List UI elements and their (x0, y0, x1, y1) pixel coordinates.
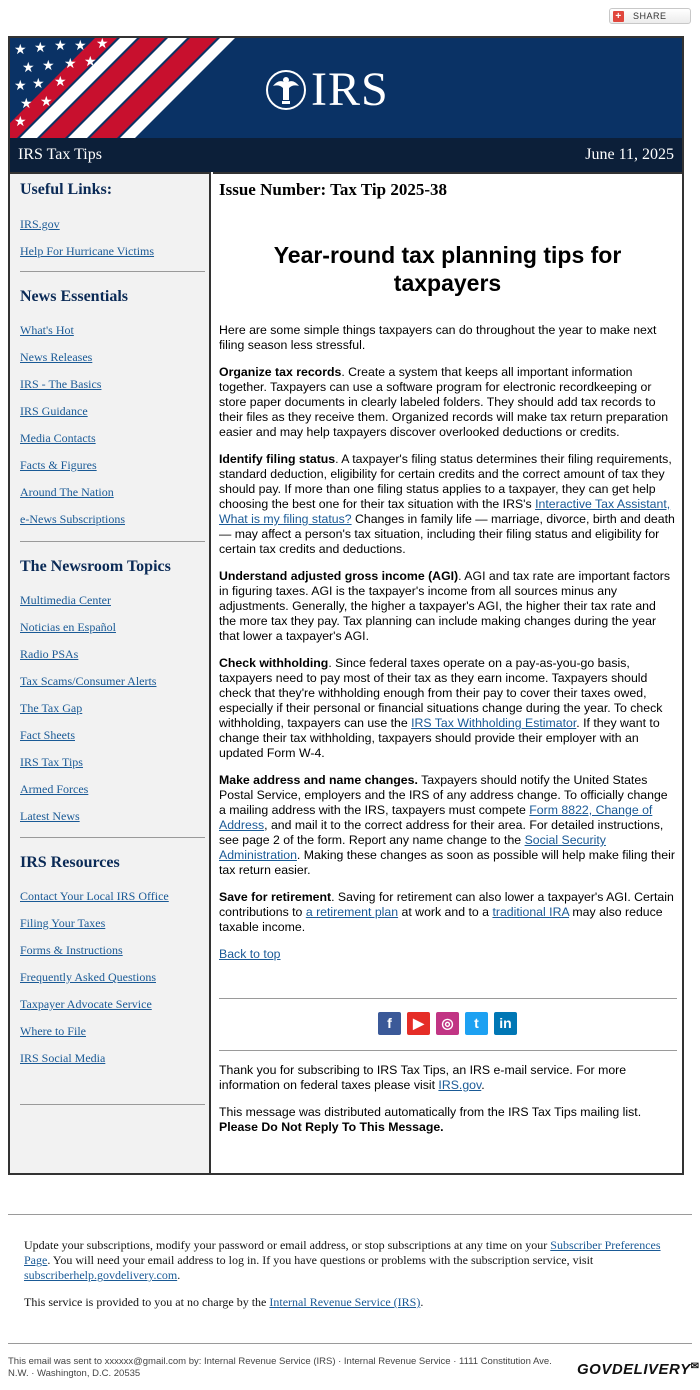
sidebar-link[interactable]: Taxpayer Advocate Service (20, 997, 152, 1011)
paragraph-title: Make address and name changes. (219, 773, 418, 787)
withholding-estimator-link[interactable]: IRS Tax Withholding Estimator (411, 716, 577, 730)
sidebar-link[interactable]: Multimedia Center (20, 593, 111, 607)
svg-text:★: ★ (74, 38, 87, 54)
sidebar-link[interactable]: The Tax Gap (20, 701, 83, 715)
main-content (213, 172, 682, 1173)
svg-text:★: ★ (84, 54, 97, 70)
share-label: SHARE (633, 11, 667, 21)
paragraph-title: Check withholding (219, 656, 329, 670)
sidebar-link[interactable]: Latest News (20, 809, 80, 823)
sidebar-link[interactable]: Forms & Instructions (20, 943, 123, 957)
useful-links-heading: Useful Links: (20, 181, 113, 198)
envelope-icon: ✉ (690, 1361, 700, 1372)
article-headline: Year-round tax planning tips for taxpayers (273, 242, 622, 296)
subscription-notice (219, 1063, 676, 1093)
notice-text: This message was distributed automatically from the IRS Tax Tips mailing list. (219, 1105, 642, 1119)
notice-text: . (481, 1078, 485, 1092)
sidebar-link[interactable]: News Releases (20, 350, 93, 364)
subscription-footer (24, 1238, 674, 1283)
paragraph-address-changes (219, 773, 676, 878)
newsletter-name: IRS Tax Tips (18, 146, 102, 163)
irs-resources-list (20, 889, 199, 1066)
svg-text:★: ★ (54, 38, 67, 54)
social-icons-row (219, 1012, 676, 1035)
sidebar-link[interactable]: IRS.gov (20, 217, 60, 231)
sidebar-link[interactable]: Tax Scams/Consumer Alerts (20, 674, 157, 688)
paragraph-text: Changes in family life — marriage, divorce, birth and death — may affect a person's tax situation, including their filing status and eligibility for certain tax credits and deductions. (219, 512, 675, 556)
sidebar-link[interactable]: Contact Your Local IRS Office (20, 889, 169, 903)
sidebar-link[interactable]: Help For Hurricane Victims (20, 244, 155, 258)
service-footer (24, 1295, 674, 1310)
sidebar-link[interactable]: IRS Guidance (20, 404, 88, 418)
sidebar-link[interactable]: Frequently Asked Questions (20, 970, 156, 984)
sidebar-link[interactable]: e-News Subscriptions (20, 512, 125, 526)
svg-text:★: ★ (34, 40, 47, 56)
paragraph-text: . Saving for retirement can also lower a taxpayer's AGI. Certain contributions to (219, 890, 674, 919)
paragraph-text: may also reduce taxable income. (219, 905, 663, 934)
facebook-icon[interactable]: f (378, 1012, 401, 1035)
back-to-top-link[interactable]: Back to top (219, 947, 281, 961)
svg-text:★: ★ (14, 78, 27, 94)
svg-text:★: ★ (14, 114, 27, 130)
govdelivery-logo-text: GOVDELIVERY (577, 1361, 691, 1378)
paragraph-withholding (219, 656, 676, 761)
svg-text:★: ★ (40, 94, 53, 110)
paragraph-text: Taxpayers should notify the United States Postal Service, employers and the IRS of any address change. To officially change a mailing address with the IRS, taxpayers must compete (219, 773, 668, 817)
sidebar (10, 172, 211, 1173)
svg-text:★: ★ (22, 60, 35, 76)
linkedin-icon[interactable]: in (494, 1012, 517, 1035)
sidebar-link[interactable]: Facts & Figures (20, 458, 97, 472)
useful-links-list (20, 217, 199, 259)
traditional-ira-link[interactable]: traditional IRA (492, 905, 569, 919)
svg-text:★: ★ (96, 38, 109, 52)
irs-link[interactable]: Internal Revenue Service (IRS) (269, 1295, 421, 1309)
paragraph-text: . Create a system that keeps all important information together. Taxpayers can use a software program for electronic recordkeeping or store paper documents in clearly labeled folders. They should add tax records to their files as they receive them. Organized records will make tax return preparation easier and may help taxpayers discover overlooked deductions or credits. (219, 365, 669, 439)
irs-logo (265, 63, 389, 116)
newsroom-topics-list (20, 593, 199, 824)
newsletter-frame (8, 36, 684, 1175)
irs-gov-link[interactable]: IRS.gov (438, 1078, 482, 1092)
divider (219, 1050, 677, 1051)
news-essentials-heading: News Essentials (20, 288, 129, 305)
youtube-icon[interactable]: ▶ (407, 1012, 430, 1035)
paragraph-title: Identify filing status (219, 452, 336, 466)
news-essentials-list (20, 323, 199, 527)
divider (20, 1104, 205, 1105)
subscriber-preferences-link[interactable]: Subscriber Preferences Page (24, 1238, 661, 1267)
paragraph-text: , and mail it to the correct address for their area. For detailed instructions, see page 2 of the form. Report any name change to the (219, 818, 664, 847)
ssa-link[interactable]: Social Security Administration (219, 833, 606, 862)
irs-resources-heading: IRS Resources (20, 854, 120, 871)
sidebar-link[interactable]: Radio PSAs (20, 647, 79, 661)
svg-text:★: ★ (42, 58, 55, 74)
issue-date: June 11, 2025 (585, 146, 674, 163)
sidebar-link[interactable]: Fact Sheets (20, 728, 75, 742)
intro-paragraph: Here are some simple things taxpayers can do throughout the year to make next filing season less stressful. (219, 323, 657, 352)
distribution-notice (219, 1105, 676, 1135)
sidebar-link[interactable]: IRS Tax Tips (20, 755, 83, 769)
svg-text:★: ★ (32, 76, 45, 92)
paragraph-title: Save for retirement (219, 890, 332, 904)
paragraph-agi (219, 569, 676, 644)
paragraph-filing-status (219, 452, 676, 557)
sidebar-link[interactable]: What's Hot (20, 323, 74, 337)
twitter-icon[interactable]: t (465, 1012, 488, 1035)
paragraph-text: . A taxpayer's filing status determines their filing requirements, standard deduction, eligibility for certain credits and the correct amount of tax they should pay. If more than one filing status applies to a taxpayer, they can get help choosing the best one for their tax situation with the IRS's (219, 452, 672, 511)
footer-text: . (420, 1295, 424, 1309)
newsroom-topics-heading: The Newsroom Topics (20, 558, 171, 575)
sidebar-link[interactable]: Where to File (20, 1024, 86, 1038)
sidebar-link[interactable]: Noticias en Español (20, 620, 116, 634)
filing-status-assistant-link[interactable]: Interactive Tax Assistant, What is my filing status? (219, 497, 671, 526)
footer-text: . (177, 1268, 181, 1282)
paragraph-retirement (219, 890, 676, 935)
irs-logo-text: IRS (311, 63, 389, 116)
retirement-plan-link[interactable]: a retirement plan (305, 905, 399, 919)
issue-number: Issue Number: Tax Tip 2025-38 (219, 180, 447, 199)
footer-text: Update your subscriptions, modify your password or email address, or stop subscriptions at any time on your (24, 1238, 551, 1252)
sidebar-link[interactable]: Armed Forces (20, 782, 89, 796)
sidebar-link[interactable]: Around The Nation (20, 485, 114, 499)
svg-text:★: ★ (64, 56, 77, 72)
paragraph-text: . If they want to change their tax withholding, taxpayers should provide their employer with an updated Form W-4. (219, 716, 660, 760)
eagle-seal-icon (265, 69, 307, 111)
paragraph-title: Organize tax records (219, 365, 342, 379)
footer-text: . You will need your email address to log in. If you have questions or problems with the subscription service, visit (47, 1253, 594, 1267)
sidebar-link[interactable]: IRS Social Media (20, 1051, 106, 1065)
svg-text:★: ★ (54, 74, 67, 90)
paragraph-text: . AGI and tax rate are important factors in figuring taxes. AGI is the taxpayer's income from all sources minus any adjustments. Generally, the higher a taxpayer's AGI, the higher their tax rate and the more tax they pay. Tax planning can include making changes during the year that lower a taxpayer's AGI. (219, 569, 671, 643)
footer-text: This service is provided to you at no charge by the (24, 1295, 270, 1309)
plus-icon: + (613, 11, 624, 22)
svg-text:★: ★ (20, 96, 33, 112)
divider (8, 1214, 692, 1215)
email-sent-notice: This email was sent to xxxxxx@gmail.com by: Internal Revenue Service (IRS) · Internal Revenue Service · 1111 Constitution Ave. N.W. · Washington, D.C. 20535 (8, 1356, 552, 1379)
svg-text:★: ★ (14, 42, 27, 58)
paragraph-text: . Making these changes as soon as possible will help make filing their tax return easier. (219, 848, 675, 877)
paragraph-title: Understand adjusted gross income (AGI) (219, 569, 459, 583)
paragraph-text: at work and to a (398, 905, 493, 919)
banner (10, 38, 682, 138)
us-flag-graphic (10, 38, 240, 138)
divider (8, 1343, 692, 1344)
instagram-icon[interactable]: ◎ (436, 1012, 459, 1035)
share-button[interactable] (609, 8, 691, 24)
subscriber-help-link[interactable]: subscriberhelp.govdelivery.com (24, 1268, 178, 1282)
sidebar-link[interactable]: IRS - The Basics (20, 377, 102, 391)
title-bar (10, 138, 682, 172)
do-not-reply-notice: Please Do Not Reply To This Message. (219, 1120, 444, 1134)
sidebar-link[interactable]: Media Contacts (20, 431, 96, 445)
paragraph-text: . Since federal taxes operate on a pay-as-you-go basis, taxpayers need to pay most of their tax as they earn income. Taxpayers should check that they're withholding enough from their pay to cover their taxes owed, especially if their personal or financial situations change during the year. To check withholding, taxpayers can use the (219, 656, 663, 730)
form-8822-link[interactable]: Form 8822, Change of Address (219, 803, 653, 832)
govdelivery-logo (577, 1361, 699, 1378)
paragraph-organize-records (219, 365, 676, 440)
sidebar-link[interactable]: Filing Your Taxes (20, 916, 106, 930)
notice-text: Thank you for subscribing to IRS Tax Tips, an IRS e-mail service. For more information on federal taxes please visit (219, 1063, 627, 1092)
